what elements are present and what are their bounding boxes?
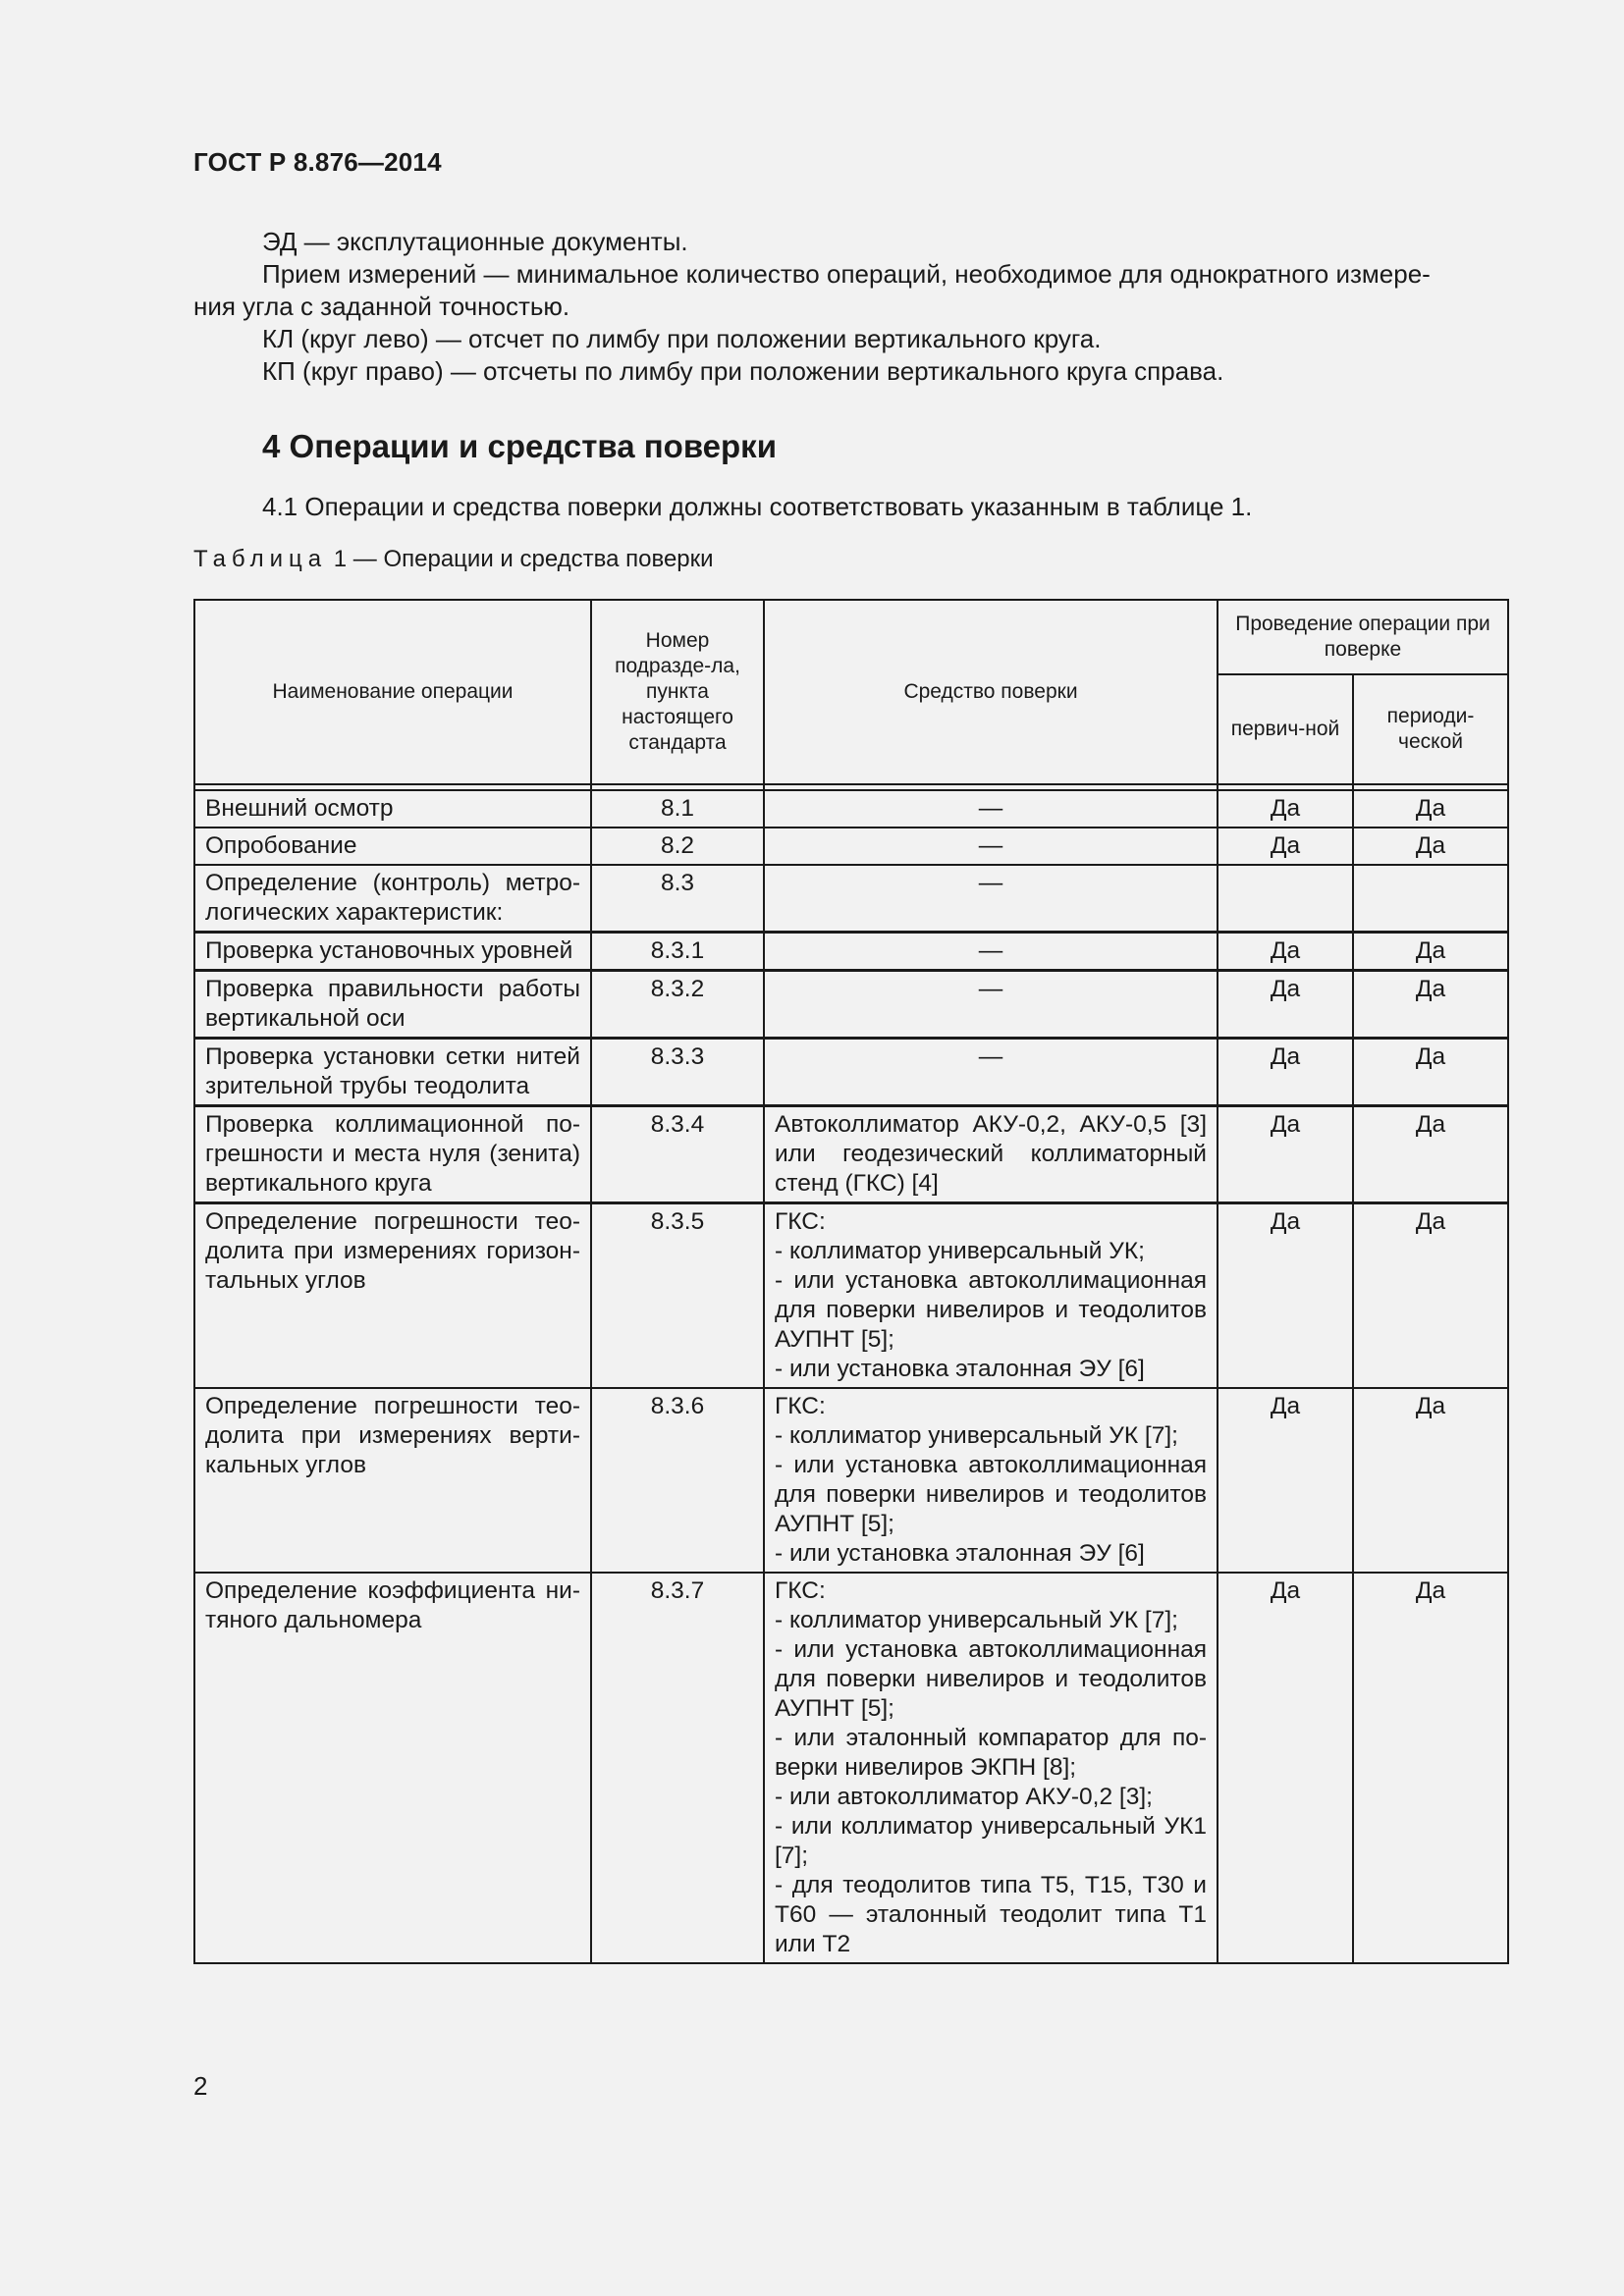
cell-verification-means: — — [764, 790, 1218, 828]
definition-priem — [193, 258, 1507, 323]
cell-primary: Да — [1218, 1388, 1353, 1573]
cell-operation-name: Определение коэффициента ни-тяного дальномера — [194, 1573, 591, 1963]
table-row — [194, 865, 1508, 933]
section-heading: 4 Операции и средства поверки — [262, 428, 777, 464]
cell-operation-name: Проверка коллимационной по-грешности и места нуля (зенита) вертикального круга — [194, 1106, 591, 1203]
cell-verification-means — [764, 1573, 1218, 1963]
cell-section-number: 8.3.7 — [591, 1573, 764, 1963]
header-primary: первич-ной — [1218, 674, 1353, 784]
cell-section-number: 8.3.5 — [591, 1203, 764, 1389]
cell-section-number: 8.3.4 — [591, 1106, 764, 1203]
cell-primary: Да — [1218, 790, 1353, 828]
cell-periodic: Да — [1353, 1039, 1508, 1106]
header-conduct: Проведение операции при поверке — [1218, 600, 1508, 674]
cell-periodic: Да — [1353, 933, 1508, 971]
cell-section-number: 8.3.1 — [591, 933, 764, 971]
cell-verification-means — [764, 1388, 1218, 1573]
cell-verification-means: Автоколлиматор АКУ-0,2, АКУ-0,5 [3] или геодезический коллиматорный стенд (ГКС) [4] — [764, 1106, 1218, 1203]
cell-operation-name: Определение (контроль) метро-логических характеристик: — [194, 865, 591, 933]
cell-verification-means: — — [764, 933, 1218, 971]
table-caption-word: Таблица — [193, 546, 328, 572]
definition-kp-text: КП (круг право) — отсчеты по лимбу при положении вертикального круга справа. — [262, 356, 1224, 386]
cell-section-number: 8.3.3 — [591, 1039, 764, 1106]
means-line: ГКС: — [775, 1577, 826, 1604]
means-line: - или установка автоколлимационная для поверки нивелиров и теодолитов АУПНТ [5]; — [775, 1452, 1207, 1537]
cell-verification-means — [764, 1203, 1218, 1389]
section-paragraph — [193, 491, 1507, 523]
cell-operation-name: Опробование — [194, 828, 591, 865]
table-row — [194, 1039, 1508, 1106]
cell-periodic: Да — [1353, 1388, 1508, 1573]
cell-section-number: 8.3.6 — [591, 1388, 764, 1573]
header-means: Средство поверки — [764, 600, 1218, 784]
header-periodic: периоди-ческой — [1353, 674, 1508, 784]
definition-ed-text: ЭД — эксплутационные документы. — [262, 227, 688, 256]
cell-operation-name: Определение погрешности тео-долита при измерениях горизон-тальных углов — [194, 1203, 591, 1389]
definition-priem-line2: ния угла с заданной точностью. — [193, 292, 570, 321]
cell-periodic: Да — [1353, 1573, 1508, 1963]
cell-primary: Да — [1218, 1573, 1353, 1963]
cell-section-number: 8.1 — [591, 790, 764, 828]
means-line: - коллиматор универсальный УК [7]; — [775, 1607, 1178, 1633]
cell-primary: Да — [1218, 828, 1353, 865]
cell-periodic — [1353, 865, 1508, 933]
table-row — [194, 1106, 1508, 1203]
definition-kl — [193, 323, 1507, 355]
definition-kp — [193, 355, 1507, 388]
means-line: - или установка эталонная ЭУ [6] — [775, 1356, 1145, 1382]
cell-operation-name: Внешний осмотр — [194, 790, 591, 828]
means-line: - или установка автоколлимационная для поверки нивелиров и теодолитов АУПНТ [5]; — [775, 1636, 1207, 1722]
table-row — [194, 933, 1508, 971]
cell-verification-means: — — [764, 865, 1218, 933]
definition-kl-text: КЛ (круг лево) — отсчет по лимбу при положении вертикального круга. — [262, 324, 1102, 353]
table-row — [194, 1388, 1508, 1573]
definition-priem-line1: Прием измерений — минимальное количество операций, необходимое для однократного измере- — [262, 259, 1431, 289]
means-line: - коллиматор универсальный УК [7]; — [775, 1422, 1178, 1449]
cell-primary: Да — [1218, 1039, 1353, 1106]
means-line: ГКС: — [775, 1393, 826, 1419]
means-line: - или установка автоколлимационная для поверки нивелиров и теодолитов АУПНТ [5]; — [775, 1267, 1207, 1353]
standard-header: ГОСТ Р 8.876—2014 — [193, 147, 442, 177]
cell-verification-means: — — [764, 828, 1218, 865]
means-line: - или эталонный компаратор для по-верки нивелиров ЭКПН [8]; — [775, 1725, 1207, 1781]
page-number: 2 — [193, 2071, 208, 2101]
means-line: - для теодолитов типа Т5, Т15, Т30 и Т60 — эталонный теодолит типа Т1 или Т2 — [775, 1872, 1207, 1957]
cell-section-number: 8.2 — [591, 828, 764, 865]
table-row — [194, 828, 1508, 865]
cell-periodic: Да — [1353, 971, 1508, 1039]
means-line: - или установка эталонная ЭУ [6] — [775, 1540, 1145, 1567]
means-line: ГКС: — [775, 1208, 826, 1235]
cell-periodic: Да — [1353, 790, 1508, 828]
cell-operation-name: Определение погрешности тео-долита при измерениях верти-кальных углов — [194, 1388, 591, 1573]
means-line: - коллиматор универсальный УК; — [775, 1238, 1145, 1264]
cell-operation-name: Проверка правильности работы вертикальной оси — [194, 971, 591, 1039]
cell-primary — [1218, 865, 1353, 933]
table-caption-rest: 1 — Операции и средства поверки — [333, 546, 714, 572]
cell-periodic: Да — [1353, 1106, 1508, 1203]
cell-section-number: 8.3 — [591, 865, 764, 933]
cell-primary: Да — [1218, 1203, 1353, 1389]
cell-verification-means: — — [764, 971, 1218, 1039]
cell-primary: Да — [1218, 971, 1353, 1039]
means-line: - или коллиматор универсальный УК1 [7]; — [775, 1813, 1207, 1869]
definition-ed — [193, 226, 1507, 258]
cell-periodic: Да — [1353, 1203, 1508, 1389]
table-row — [194, 1573, 1508, 1963]
table-row — [194, 1203, 1508, 1389]
table-row — [194, 971, 1508, 1039]
means-line: - или автоколлиматор АКУ-0,2 [3]; — [775, 1784, 1153, 1810]
cell-periodic: Да — [1353, 828, 1508, 865]
cell-primary: Да — [1218, 933, 1353, 971]
table-row — [194, 790, 1508, 828]
cell-section-number: 8.3.2 — [591, 971, 764, 1039]
cell-verification-means: — — [764, 1039, 1218, 1106]
table-caption — [193, 546, 714, 573]
header-name: Наименование операции — [194, 600, 591, 784]
section-paragraph-text: 4.1 Операции и средства поверки должны соответствовать указанным в таблице 1. — [262, 492, 1253, 521]
cell-primary: Да — [1218, 1106, 1353, 1203]
operations-table — [193, 599, 1509, 1964]
header-number: Номер подразде-ла, пункта настоящего стандарта — [591, 600, 764, 784]
cell-operation-name: Проверка установочных уровней — [194, 933, 591, 971]
cell-operation-name: Проверка установки сетки нитей зрительной трубы теодолита — [194, 1039, 591, 1106]
